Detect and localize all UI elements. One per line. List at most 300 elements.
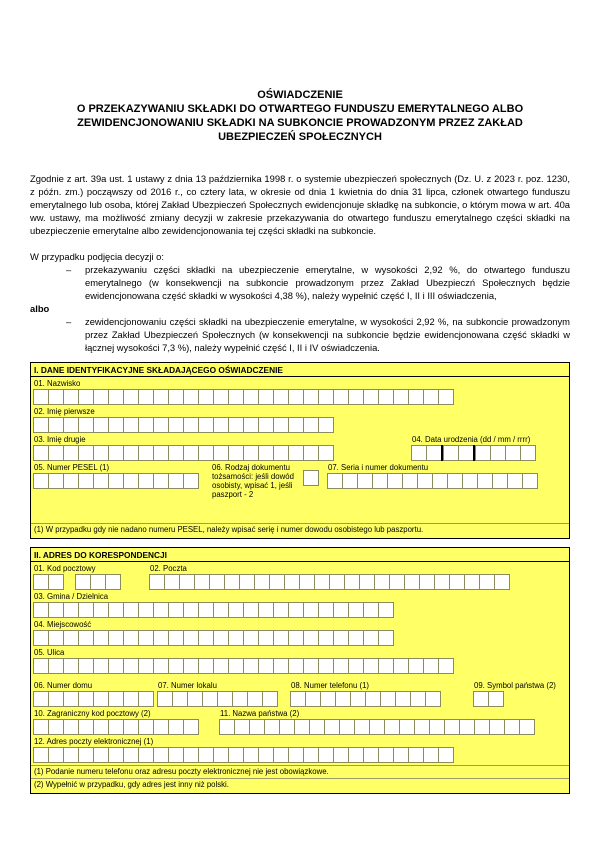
char-box[interactable]: [414, 719, 430, 735]
char-box[interactable]: [288, 658, 304, 674]
char-box[interactable]: [288, 417, 304, 433]
char-box[interactable]: [198, 658, 214, 674]
char-box[interactable]: [247, 691, 263, 707]
char-box[interactable]: [63, 658, 79, 674]
char-box[interactable]: [108, 473, 124, 489]
char-box[interactable]: [172, 691, 188, 707]
field-seria-numer-boxes: [328, 473, 569, 489]
char-box[interactable]: [33, 602, 49, 618]
char-box[interactable]: [363, 602, 379, 618]
char-box[interactable]: [63, 691, 79, 707]
char-box[interactable]: [444, 719, 460, 735]
char-box[interactable]: [78, 630, 94, 646]
char-box[interactable]: [183, 630, 199, 646]
char-box[interactable]: [333, 630, 349, 646]
char-box[interactable]: [153, 630, 169, 646]
char-box[interactable]: [303, 389, 319, 405]
char-box[interactable]: [63, 445, 79, 461]
char-box[interactable]: [333, 389, 349, 405]
char-box[interactable]: [213, 445, 229, 461]
char-box[interactable]: [209, 574, 225, 590]
char-box[interactable]: [153, 602, 169, 618]
char-box[interactable]: [273, 630, 289, 646]
char-box[interactable]: [33, 719, 49, 735]
char-box[interactable]: [303, 417, 319, 433]
char-box[interactable]: [243, 658, 259, 674]
char-box[interactable]: [179, 574, 195, 590]
char-box[interactable]: [333, 658, 349, 674]
char-box[interactable]: [320, 691, 336, 707]
char-box[interactable]: [33, 747, 49, 763]
char-box[interactable]: [348, 602, 364, 618]
char-box[interactable]: [408, 389, 424, 405]
char-box[interactable]: [258, 602, 274, 618]
char-box[interactable]: [449, 574, 465, 590]
char-box[interactable]: [303, 445, 319, 461]
char-box[interactable]: [404, 574, 420, 590]
char-box[interactable]: [48, 630, 64, 646]
char-box[interactable]: [243, 389, 259, 405]
char-box[interactable]: [63, 602, 79, 618]
char-box[interactable]: [78, 719, 94, 735]
char-box[interactable]: [475, 445, 491, 461]
char-box[interactable]: [138, 417, 154, 433]
char-box[interactable]: [123, 389, 139, 405]
char-box[interactable]: [249, 719, 265, 735]
char-box[interactable]: [335, 691, 351, 707]
char-box[interactable]: [138, 719, 154, 735]
char-box[interactable]: [48, 445, 64, 461]
char-box[interactable]: [309, 719, 325, 735]
char-box[interactable]: [213, 417, 229, 433]
char-box[interactable]: [78, 602, 94, 618]
char-box[interactable]: [432, 473, 448, 489]
char-box[interactable]: [228, 630, 244, 646]
char-box[interactable]: [108, 445, 124, 461]
char-box[interactable]: [168, 630, 184, 646]
char-box[interactable]: [384, 719, 400, 735]
char-box[interactable]: [318, 602, 334, 618]
char-box[interactable]: [505, 445, 521, 461]
char-box[interactable]: [33, 445, 49, 461]
char-box[interactable]: [522, 473, 538, 489]
char-box[interactable]: [48, 389, 64, 405]
char-box[interactable]: [228, 658, 244, 674]
char-box[interactable]: [402, 473, 418, 489]
char-box[interactable]: [213, 630, 229, 646]
char-box[interactable]: [123, 719, 139, 735]
char-box[interactable]: [363, 658, 379, 674]
char-box[interactable]: [438, 747, 454, 763]
char-box[interactable]: [258, 445, 274, 461]
char-box[interactable]: [93, 389, 109, 405]
char-box[interactable]: [369, 719, 385, 735]
char-box[interactable]: [290, 691, 306, 707]
char-box[interactable]: [93, 473, 109, 489]
char-box[interactable]: [348, 630, 364, 646]
char-box[interactable]: [258, 630, 274, 646]
char-box[interactable]: [438, 389, 454, 405]
char-box[interactable]: [48, 658, 64, 674]
char-box[interactable]: [78, 658, 94, 674]
char-box[interactable]: [294, 719, 310, 735]
char-box[interactable]: [380, 691, 396, 707]
char-box[interactable]: [213, 602, 229, 618]
char-box[interactable]: [217, 691, 233, 707]
char-box[interactable]: [299, 574, 315, 590]
char-box[interactable]: [258, 417, 274, 433]
char-box[interactable]: [417, 473, 433, 489]
char-box[interactable]: [243, 417, 259, 433]
char-box[interactable]: [123, 658, 139, 674]
char-box[interactable]: [153, 417, 169, 433]
char-box[interactable]: [138, 602, 154, 618]
char-box[interactable]: [288, 630, 304, 646]
char-box[interactable]: [108, 417, 124, 433]
char-box[interactable]: [213, 658, 229, 674]
char-box[interactable]: [123, 602, 139, 618]
char-box[interactable]: [378, 630, 394, 646]
char-box[interactable]: [168, 602, 184, 618]
char-box[interactable]: [490, 445, 506, 461]
char-box[interactable]: [279, 719, 295, 735]
char-box[interactable]: [473, 691, 489, 707]
char-box[interactable]: [157, 691, 173, 707]
char-box[interactable]: [149, 574, 165, 590]
char-box[interactable]: [183, 473, 199, 489]
char-box[interactable]: [372, 473, 388, 489]
char-box[interactable]: [168, 473, 184, 489]
char-box[interactable]: [504, 719, 520, 735]
char-box[interactable]: [378, 602, 394, 618]
char-box[interactable]: [138, 691, 154, 707]
char-box[interactable]: [138, 630, 154, 646]
char-box[interactable]: [183, 658, 199, 674]
char-box[interactable]: [228, 445, 244, 461]
char-box[interactable]: [258, 389, 274, 405]
char-box[interactable]: [408, 747, 424, 763]
char-box[interactable]: [123, 630, 139, 646]
char-box[interactable]: [258, 658, 274, 674]
char-box[interactable]: [78, 747, 94, 763]
char-box[interactable]: [93, 417, 109, 433]
char-box[interactable]: [63, 389, 79, 405]
char-box[interactable]: [318, 658, 334, 674]
char-box[interactable]: [423, 658, 439, 674]
char-box[interactable]: [232, 691, 248, 707]
char-box[interactable]: [33, 630, 49, 646]
char-box[interactable]: [318, 389, 334, 405]
char-box[interactable]: [228, 417, 244, 433]
char-box[interactable]: [363, 389, 379, 405]
char-box[interactable]: [90, 574, 106, 590]
char-box[interactable]: [264, 719, 280, 735]
char-box[interactable]: [93, 691, 109, 707]
char-box[interactable]: [477, 473, 493, 489]
char-box[interactable]: [63, 630, 79, 646]
char-box[interactable]: [33, 473, 49, 489]
char-box[interactable]: [303, 470, 319, 486]
char-box[interactable]: [198, 389, 214, 405]
char-box[interactable]: [303, 658, 319, 674]
char-box[interactable]: [108, 630, 124, 646]
char-box[interactable]: [198, 445, 214, 461]
char-box[interactable]: [429, 719, 445, 735]
char-box[interactable]: [93, 658, 109, 674]
char-box[interactable]: [202, 691, 218, 707]
char-box[interactable]: [164, 574, 180, 590]
char-box[interactable]: [387, 473, 403, 489]
char-box[interactable]: [243, 602, 259, 618]
char-box[interactable]: [374, 574, 390, 590]
char-box[interactable]: [183, 602, 199, 618]
char-box[interactable]: [138, 747, 154, 763]
char-box[interactable]: [273, 445, 289, 461]
char-box[interactable]: [434, 574, 450, 590]
char-box[interactable]: [426, 445, 442, 461]
char-box[interactable]: [489, 719, 505, 735]
char-box[interactable]: [273, 417, 289, 433]
char-box[interactable]: [48, 747, 64, 763]
char-box[interactable]: [507, 473, 523, 489]
char-box[interactable]: [93, 602, 109, 618]
char-box[interactable]: [48, 602, 64, 618]
char-box[interactable]: [108, 747, 124, 763]
char-box[interactable]: [239, 574, 255, 590]
char-box[interactable]: [138, 445, 154, 461]
char-box[interactable]: [318, 747, 334, 763]
char-box[interactable]: [183, 389, 199, 405]
char-box[interactable]: [33, 574, 49, 590]
char-box[interactable]: [348, 658, 364, 674]
char-box[interactable]: [288, 389, 304, 405]
char-box[interactable]: [284, 574, 300, 590]
char-box[interactable]: [63, 417, 79, 433]
char-box[interactable]: [108, 691, 124, 707]
char-box[interactable]: [479, 574, 495, 590]
char-box[interactable]: [408, 658, 424, 674]
char-box[interactable]: [123, 473, 139, 489]
char-box[interactable]: [342, 473, 358, 489]
char-box[interactable]: [474, 719, 490, 735]
char-box[interactable]: [395, 691, 411, 707]
char-box[interactable]: [399, 719, 415, 735]
char-box[interactable]: [93, 445, 109, 461]
char-box[interactable]: [63, 747, 79, 763]
char-box[interactable]: [219, 719, 235, 735]
char-box[interactable]: [48, 417, 64, 433]
char-box[interactable]: [93, 747, 109, 763]
char-box[interactable]: [354, 719, 370, 735]
char-box[interactable]: [329, 574, 345, 590]
char-box[interactable]: [138, 473, 154, 489]
char-box[interactable]: [183, 417, 199, 433]
char-box[interactable]: [318, 630, 334, 646]
char-box[interactable]: [378, 747, 394, 763]
char-box[interactable]: [273, 602, 289, 618]
char-box[interactable]: [273, 389, 289, 405]
char-box[interactable]: [213, 389, 229, 405]
char-box[interactable]: [458, 445, 474, 461]
char-box[interactable]: [288, 602, 304, 618]
char-box[interactable]: [123, 445, 139, 461]
char-box[interactable]: [488, 691, 504, 707]
char-box[interactable]: [108, 658, 124, 674]
char-box[interactable]: [168, 658, 184, 674]
char-box[interactable]: [305, 691, 321, 707]
field-nazwisko-boxes: [34, 389, 569, 405]
char-box[interactable]: [63, 719, 79, 735]
char-box[interactable]: [443, 445, 459, 461]
char-box[interactable]: [520, 445, 536, 461]
char-box[interactable]: [243, 445, 259, 461]
char-box[interactable]: [419, 574, 435, 590]
char-box[interactable]: [363, 747, 379, 763]
char-box[interactable]: [519, 719, 535, 735]
char-box[interactable]: [153, 719, 169, 735]
char-box[interactable]: [168, 719, 184, 735]
char-box[interactable]: [183, 719, 199, 735]
char-box[interactable]: [33, 691, 49, 707]
char-box[interactable]: [254, 574, 270, 590]
char-box[interactable]: [194, 574, 210, 590]
field-nazwa-panstwa-label: 11. Nazwa państwa (2): [220, 709, 300, 718]
char-box[interactable]: [168, 389, 184, 405]
char-box[interactable]: [33, 658, 49, 674]
char-box[interactable]: [243, 630, 259, 646]
char-box[interactable]: [153, 473, 169, 489]
char-box[interactable]: [269, 574, 285, 590]
char-box[interactable]: [447, 473, 463, 489]
char-box[interactable]: [153, 445, 169, 461]
char-box[interactable]: [48, 691, 64, 707]
char-box[interactable]: [327, 473, 343, 489]
char-box[interactable]: [492, 473, 508, 489]
char-box[interactable]: [198, 630, 214, 646]
char-box[interactable]: [243, 747, 259, 763]
char-box[interactable]: [153, 747, 169, 763]
char-box[interactable]: [389, 574, 405, 590]
char-box[interactable]: [359, 574, 375, 590]
char-box[interactable]: [108, 719, 124, 735]
char-box[interactable]: [357, 473, 373, 489]
char-box[interactable]: [273, 747, 289, 763]
char-box[interactable]: [123, 747, 139, 763]
char-box[interactable]: [78, 417, 94, 433]
char-box[interactable]: [273, 658, 289, 674]
char-box[interactable]: [333, 747, 349, 763]
char-box[interactable]: [365, 691, 381, 707]
char-box[interactable]: [228, 389, 244, 405]
char-box[interactable]: [228, 602, 244, 618]
char-box[interactable]: [348, 747, 364, 763]
char-box[interactable]: [48, 473, 64, 489]
char-box[interactable]: [138, 389, 154, 405]
char-box[interactable]: [339, 719, 355, 735]
char-box[interactable]: [363, 630, 379, 646]
char-box[interactable]: [168, 747, 184, 763]
char-box[interactable]: [234, 719, 250, 735]
char-box[interactable]: [63, 473, 79, 489]
char-box[interactable]: [410, 691, 426, 707]
char-box[interactable]: [303, 630, 319, 646]
char-box[interactable]: [462, 473, 478, 489]
char-box[interactable]: [318, 417, 334, 433]
char-box[interactable]: [33, 417, 49, 433]
char-box[interactable]: [303, 747, 319, 763]
char-box[interactable]: [262, 691, 278, 707]
char-box[interactable]: [198, 747, 214, 763]
char-box[interactable]: [78, 473, 94, 489]
char-box[interactable]: [459, 719, 475, 735]
char-box[interactable]: [464, 574, 480, 590]
char-box[interactable]: [378, 389, 394, 405]
char-box[interactable]: [183, 445, 199, 461]
char-box[interactable]: [348, 389, 364, 405]
char-box[interactable]: [123, 417, 139, 433]
char-box[interactable]: [153, 658, 169, 674]
char-box[interactable]: [183, 747, 199, 763]
char-box[interactable]: [75, 574, 91, 590]
char-box[interactable]: [168, 417, 184, 433]
char-box[interactable]: [318, 445, 334, 461]
char-box[interactable]: [198, 417, 214, 433]
char-box[interactable]: [393, 658, 409, 674]
char-box[interactable]: [258, 747, 274, 763]
char-box[interactable]: [350, 691, 366, 707]
char-box[interactable]: [288, 747, 304, 763]
char-box[interactable]: [153, 389, 169, 405]
char-box[interactable]: [228, 747, 244, 763]
char-box[interactable]: [93, 630, 109, 646]
field-zagraniczny-kod-label: 10. Zagraniczny kod pocztowy (2): [34, 709, 151, 718]
char-box[interactable]: [393, 747, 409, 763]
char-box[interactable]: [224, 574, 240, 590]
field-imie-drugie: [31, 433, 409, 461]
char-box[interactable]: [411, 445, 427, 461]
char-box[interactable]: [48, 574, 64, 590]
char-box[interactable]: [288, 445, 304, 461]
char-box[interactable]: [425, 691, 441, 707]
char-box[interactable]: [198, 602, 214, 618]
char-box[interactable]: [187, 691, 203, 707]
char-box[interactable]: [378, 658, 394, 674]
char-box[interactable]: [48, 719, 64, 735]
char-box[interactable]: [78, 691, 94, 707]
char-box[interactable]: [324, 719, 340, 735]
char-box[interactable]: [333, 602, 349, 618]
char-box[interactable]: [393, 389, 409, 405]
char-box[interactable]: [314, 574, 330, 590]
char-box[interactable]: [123, 691, 139, 707]
char-box[interactable]: [108, 389, 124, 405]
char-box[interactable]: [168, 445, 184, 461]
char-box[interactable]: [93, 719, 109, 735]
char-box[interactable]: [423, 389, 439, 405]
char-box[interactable]: [344, 574, 360, 590]
char-box[interactable]: [213, 747, 229, 763]
char-box[interactable]: [438, 658, 454, 674]
char-box[interactable]: [105, 574, 121, 590]
char-box[interactable]: [303, 602, 319, 618]
char-box[interactable]: [33, 389, 49, 405]
char-box[interactable]: [423, 747, 439, 763]
char-box[interactable]: [108, 602, 124, 618]
char-box[interactable]: [78, 389, 94, 405]
char-box[interactable]: [138, 658, 154, 674]
char-box[interactable]: [78, 445, 94, 461]
char-box[interactable]: [494, 574, 510, 590]
